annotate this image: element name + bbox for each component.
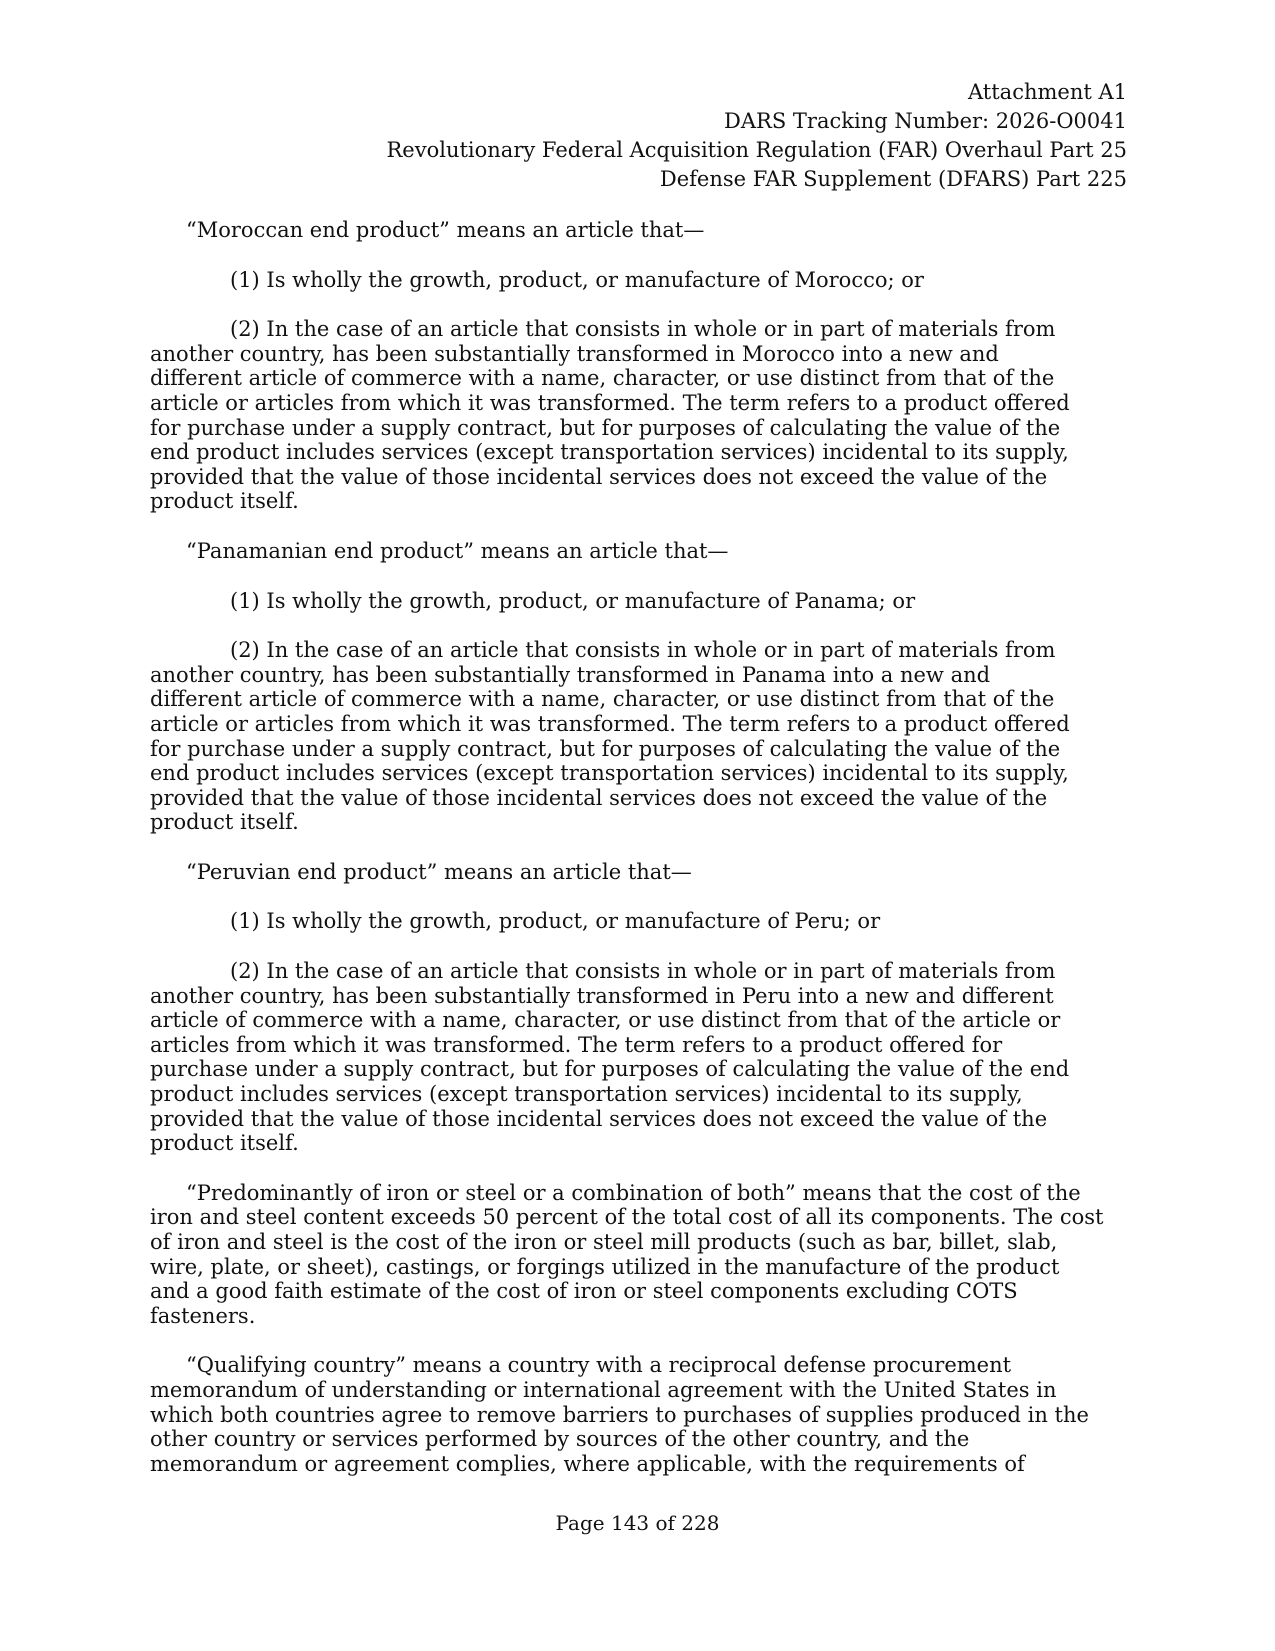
definition-intro-peruvian: “Peruvian end product” means an article that— — [186, 859, 692, 884]
header-attachment: Attachment A1 — [968, 80, 1127, 104]
definition-item-2-panamanian: (2) In the case of an article that consists in whole or in part of materials from another country, has been substantially transformed in Panama into a new and different article of commerce with a name, character, or use distinct from that of the article or articles from which it was transformed. The term refers to a product offered for purchase under a supply contract, but for purposes of calculating the value of the end product includes services (except transportation services) incidental to its supply, provided that the value of those incidental services does not exceed the value of the product itself. — [150, 638, 1070, 835]
definition-item-2-moroccan: (2) In the case of an article that consists in whole or in part of materials from another country, has been substantially transformed in Morocco into a new and different article of commerce with a name, character, or use distinct from that of the article or articles from which it was transformed. The term refers to a product offered for purchase under a supply contract, but for purposes of calculating the value of the end product includes services (except transportation services) incidental to its supply, provided that the value of those incidental services does not exceed the value of the product itself. — [150, 317, 1070, 514]
definition-item-2-peruvian: (2) In the case of an article that consists in whole or in part of materials from another country, has been substantially transformed in Peru into a new and different article of commerce with a name, character, or use distinct from that of the article or articles from which it was transformed. The term refers to a product offered for purchase under a supply contract, but for purposes of calculating the value of the end product includes services (except transportation services) incidental to its supply, provided that the value of those incidental services does not exceed the value of the product itself. — [150, 959, 1070, 1156]
page-number: Page 143 of 228 — [555, 1511, 720, 1535]
document-body — [150, 218, 1125, 1501]
header-dfars-title: Defense FAR Supplement (DFARS) Part 225 — [659, 167, 1127, 191]
definition-intro-panamanian: “Panamanian end product” means an article that— — [186, 538, 729, 563]
page-header — [227, 78, 1127, 194]
header-far-title: Revolutionary Federal Acquisition Regulation (FAR) Overhaul Part 25 — [386, 138, 1127, 162]
definition-qualifying-country: “Qualifying country” means a country with a reciprocal defense procurement memorandum of understanding or international agreement with the United States in which both countries agree to remove barriers to purchases of supplies produced in the other country or services performed by sources of the other country, and the memorandum or agreement complies, where applicable, with the requirements of — [150, 1353, 1089, 1476]
definition-iron-steel: “Predominantly of iron or steel or a combination of both” means that the cost of the iron and steel content exceeds 50 percent of the total cost of all its components. The cost of iron and steel is the cost of the iron or steel mill products (such as bar, billet, slab, wire, plate, or sheet), castings, or forgings utilized in the manufacture of the product and a good faith estimate of the cost of iron or steel components excluding COTS fasteners. — [150, 1180, 1104, 1328]
header-tracking-number: DARS Tracking Number: 2026-O0041 — [724, 109, 1127, 133]
definition-item-1-moroccan: (1) Is wholly the growth, product, or manufacture of Morocco; or — [230, 267, 924, 292]
definition-item-1-peruvian: (1) Is wholly the growth, product, or manufacture of Peru; or — [230, 909, 881, 934]
definition-intro-moroccan: “Moroccan end product” means an article that— — [186, 218, 705, 242]
definition-item-1-panamanian: (1) Is wholly the growth, product, or manufacture of Panama; or — [230, 588, 916, 613]
